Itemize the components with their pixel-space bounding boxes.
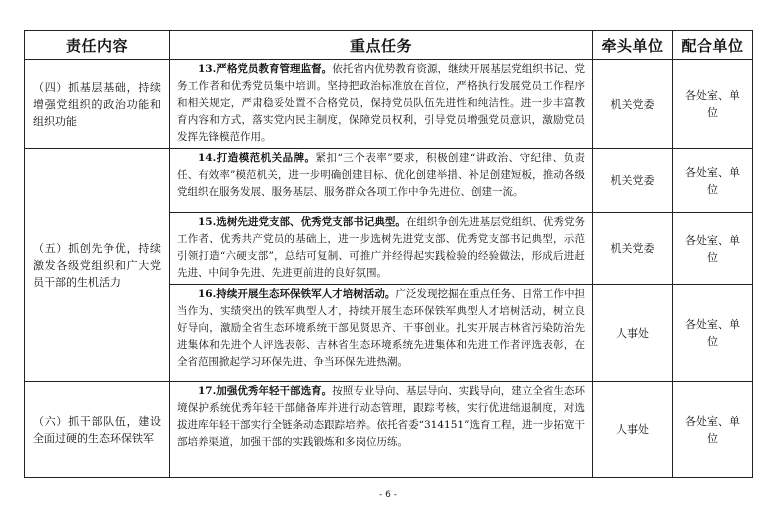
responsibility-cell: （六）抓干部队伍，建设全面过硬的生态环保铁军 xyxy=(25,382,170,478)
task-cell xyxy=(170,149,593,213)
header-responsibility: 责任内容 xyxy=(25,31,170,60)
header-coop-unit: 配合单位 xyxy=(673,31,753,60)
lead-unit-cell: 机关党委 xyxy=(593,60,673,149)
task-title: 15.选树先进党支部、优秀党支部书记典型。 xyxy=(198,216,406,228)
task-cell xyxy=(170,213,593,285)
coop-unit-cell: 各处室、单位 xyxy=(673,149,753,213)
lead-unit-cell: 人事处 xyxy=(593,285,673,382)
table-row xyxy=(25,60,753,149)
coop-unit-cell: 各处室、单位 xyxy=(673,60,753,149)
task-title: 16.持续开展生态环保铁军人才培树活动。 xyxy=(198,288,396,300)
coop-unit-cell: 各处室、单位 xyxy=(673,285,753,382)
task-title: 14.打造模范机关品牌。 xyxy=(198,152,316,164)
task-body: 在组织争创先进基层党组织、优秀党务工作者、优秀共产党员的基础上，进一步选树先进党支部、优秀党支部书记典型，示范引领打造“六硬支部”，总结可复制、可推广并经得起实践检验的经验做法，形成后进赶先进、中间争先进、先进更前进的良好氛围。 xyxy=(177,216,585,279)
task-cell xyxy=(170,285,593,382)
task-title: 17.加强优秀年轻干部选育。 xyxy=(198,385,333,397)
task-body: 紧扣“三个表率”要求，积极创建“讲政治、守纪律、负责任、有效率”模范机关，进一步明确创建目标、优化创建举措、补足创建短板，推动各级党组织在服务发展、服务基层、服务群众各项工作中争先进位、创建一流。 xyxy=(177,152,585,198)
responsibility-table xyxy=(24,30,753,478)
coop-unit-cell: 各处室、单位 xyxy=(673,213,753,285)
table-row xyxy=(25,382,753,478)
header-key-tasks: 重点任务 xyxy=(170,31,593,60)
table-header-row xyxy=(25,31,753,60)
header-lead-unit: 牵头单位 xyxy=(593,31,673,60)
lead-unit-cell: 人事处 xyxy=(593,382,673,478)
table-row xyxy=(25,149,753,213)
task-cell xyxy=(170,60,593,149)
task-cell xyxy=(170,382,593,478)
task-title: 13.严格党员教育管理监督。 xyxy=(198,63,333,75)
lead-unit-cell: 机关党委 xyxy=(593,149,673,213)
coop-unit-cell: 各处室、单位 xyxy=(673,382,753,478)
responsibility-cell: （五）抓创先争优，持续激发各级党组织和广大党员干部的生机活力 xyxy=(25,149,170,382)
responsibility-cell: （四）抓基层基础，持续增强党组织的政治功能和组织功能 xyxy=(25,60,170,149)
page-number: - 6 - xyxy=(379,490,397,500)
task-body: 按照专业导向、基层导向、实践导向，建立全省生态环境保护系统优秀年轻干部储备库并进行动态管理，跟踪考核，实行优进绌退制度，对选拔进库年轻干部实行全链条动态跟踪培养。依托省委“314151”选育工程，进一步拓宽干部培养渠道，加强干部的实践锻炼和多岗位历练。 xyxy=(177,385,585,448)
task-body: 依托省内优势教育资源，继续开展基层党组织书记、党务工作者和优秀党员集中培训。坚持把政治标准放在首位，严格执行发展党员工作程序和相关规定，严肃稳妥处置不合格党员，保持党员队伍先进性和纯洁性。进一步丰富教育内容和方式，落实党内民主制度，保障党员权利，引导党员增强党员意识，激励党员发挥先锋模范作用。 xyxy=(177,63,585,143)
task-body: 广泛发现挖掘在重点任务、日常工作中担当作为、实绩突出的铁军典型人才，持续开展生态环保铁军典型人才培树活动，树立良好导向，激励全省生态环境系统干部见贤思齐、干事创业。扎实开展吉林省污染防治先进集体和先进个人评选表彰、吉林省生态环境系统先进集体和先进工作者评选表彰，在全省范围掀起学习环保先进、争当环保先进热潮。 xyxy=(177,288,585,368)
lead-unit-cell: 机关党委 xyxy=(593,213,673,285)
